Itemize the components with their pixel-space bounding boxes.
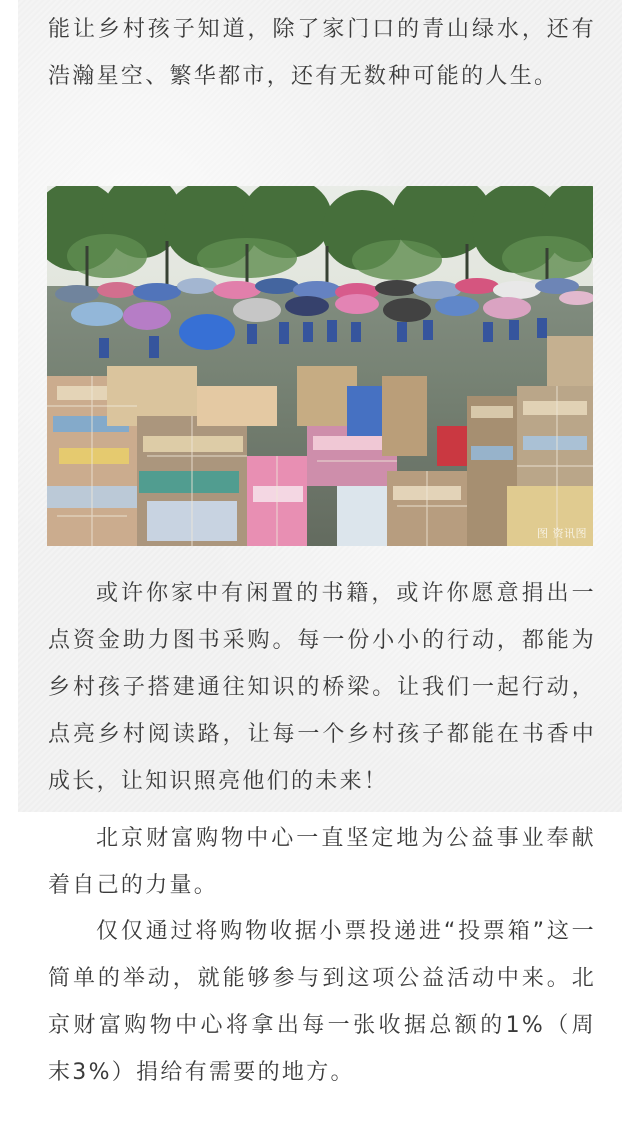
article-paragraph-2: 或许你家中有闲置的书籍，或许你愿意捐出一点资金助力图书采购。每一份小小的行动，都能为乡村孩子搭建通往知识的桥梁。让我们一起行动，点亮乡村阅读路，让每一个乡村孩子都能在书香中成长，让知识照亮他们的未来！ xyxy=(48,581,596,794)
article-paragraph-3: 北京财富购物中心一直坚定地为公益事业奉献着自己的力量。 xyxy=(48,826,596,898)
article-paragraph-1: 能让乡村孩子知道，除了家门口的青山绿水，还有浩瀚星空、繁华都市，还有无数种可能的人生。 xyxy=(48,17,596,89)
photo-watermark: 图 资讯图 xyxy=(537,527,587,540)
article-paragraph-4: 仅仅通过将购物收据小票投递进“投票箱”这一简单的举动，就能够参与到这项公益活动中来。北京财富购物中心将拿出每一张收据总额的1%（周末3%）捐给有需要的地方。 xyxy=(48,919,596,1085)
photo-illustration xyxy=(47,186,593,546)
article-photo-children-with-books xyxy=(47,186,593,546)
